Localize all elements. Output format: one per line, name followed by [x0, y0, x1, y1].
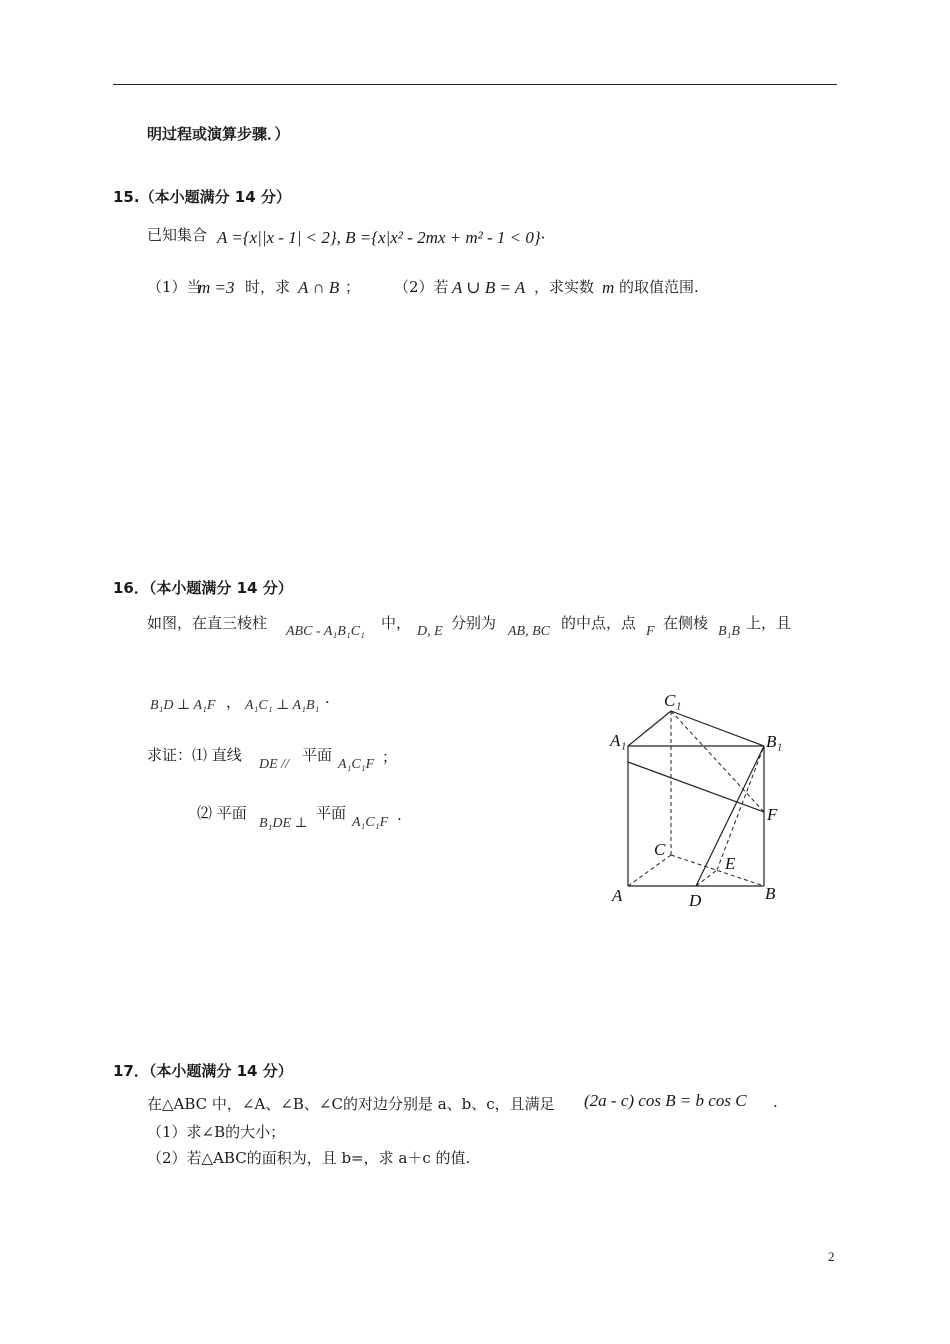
q15-p2-label: （2）若: [394, 278, 449, 296]
edge-a1c1: [628, 711, 671, 746]
q16-title: 16．（本小题满分 14 分）: [113, 579, 293, 597]
q16-line1-a: 如图，在直三棱柱: [147, 614, 268, 632]
q16-prove2-plane: 平面: [316, 804, 347, 822]
q17-title: 17．（本小题满分 14 分）: [113, 1062, 293, 1080]
q16-edge-bb: B₁B: [718, 624, 740, 639]
q16-prove1-plane: 平面: [302, 746, 333, 764]
q16-prism: ABC - A₁B₁C₁: [286, 624, 365, 639]
label-f: F: [767, 805, 778, 824]
intro-text: 明过程或演算步骤．）: [147, 125, 290, 143]
edge-cb: [671, 855, 764, 886]
q15-p1-label: （1）当: [147, 278, 202, 296]
q16-cond2: A₁C₁ ⊥ A₁B₁: [245, 698, 320, 713]
prism-figure: [600, 685, 800, 915]
q15-p2-end: 的取值范围.: [619, 278, 699, 296]
q17-line3: （2）若△ABC的面积为，且 b=，求 a＋c 的值.: [147, 1149, 471, 1167]
q15-p1-mid: 时，求: [245, 278, 291, 296]
label-d: D: [689, 891, 702, 910]
q17-line2: （1）求∠B的大小；: [147, 1123, 286, 1141]
q15-p2-mid: ，求实数: [534, 278, 595, 296]
q16-prove1-end: ；: [382, 748, 398, 766]
q17-line1-end: .: [773, 1093, 778, 1111]
q16-prove2-end: .: [397, 806, 402, 824]
label-c1: C₁: [664, 691, 682, 710]
q16-prove2-expr: B₁DE ⊥: [259, 816, 308, 831]
q15-title: 15.（本小题满分 14 分）: [113, 188, 291, 206]
edge-ac: [628, 855, 671, 886]
q15-p1-cond: m =3: [198, 278, 235, 297]
label-a: A: [612, 886, 623, 905]
edge-c1b1: [671, 711, 764, 746]
q16-line1-g: 上，且: [746, 614, 792, 632]
q15-p2-expr: A ∪ B = A: [452, 278, 526, 297]
q15-p2-var: m: [602, 278, 615, 297]
label-b1: B₁: [766, 732, 783, 751]
q17-equation: (2a - c) cos B = b cos C: [584, 1091, 747, 1110]
q16-prove1-expr: DE //: [259, 757, 289, 772]
q15-sets: A ={x||x - 1| < 2}, B ={x|x² - 2mx + m² - 1 < 0}·: [217, 228, 545, 247]
label-e: E: [725, 854, 736, 873]
q16-cond1: B₁D ⊥ A₁F: [150, 698, 216, 713]
q16-prove1-label: 求证：⑴ 直线: [147, 746, 242, 764]
label-b: B: [765, 884, 776, 903]
label-a1: A₁: [610, 731, 627, 750]
q16-line1-e: 在侧棱: [663, 614, 709, 632]
q16-prove2-plane-expr: A₁C₁F: [352, 815, 389, 830]
q15-lead: 已知集合: [147, 226, 208, 244]
q16-prove1-plane-expr: A₁C₁F: [338, 757, 375, 772]
q16-prove2-label: ⑵ 平面: [197, 804, 247, 822]
label-c: C: [654, 840, 666, 859]
q16-de: D, E: [417, 624, 443, 639]
q16-cond-end: ·: [325, 693, 330, 711]
q16-line1-b: 中，: [381, 614, 412, 632]
q16-cond-sep: ，: [226, 693, 242, 711]
segment-c1f: [671, 711, 764, 812]
q17-line1: 在△ABC 中，∠A、∠B、∠C的对边分别是 a、b、c，且满足: [147, 1095, 555, 1113]
q16-ab-bc: AB, BC: [508, 624, 550, 639]
q16-point-f: F: [646, 624, 655, 639]
q15-p1-end: ；: [345, 278, 361, 296]
q16-line1-c: 分别为: [451, 614, 497, 632]
q16-line1-d: 的中点，点: [561, 614, 637, 632]
segment-de: [696, 870, 717, 886]
header-rule: [113, 84, 837, 85]
segment-eb1: [717, 746, 764, 870]
page-number: 2: [828, 1249, 835, 1264]
q15-p1-expr: A ∩ B: [298, 278, 340, 297]
